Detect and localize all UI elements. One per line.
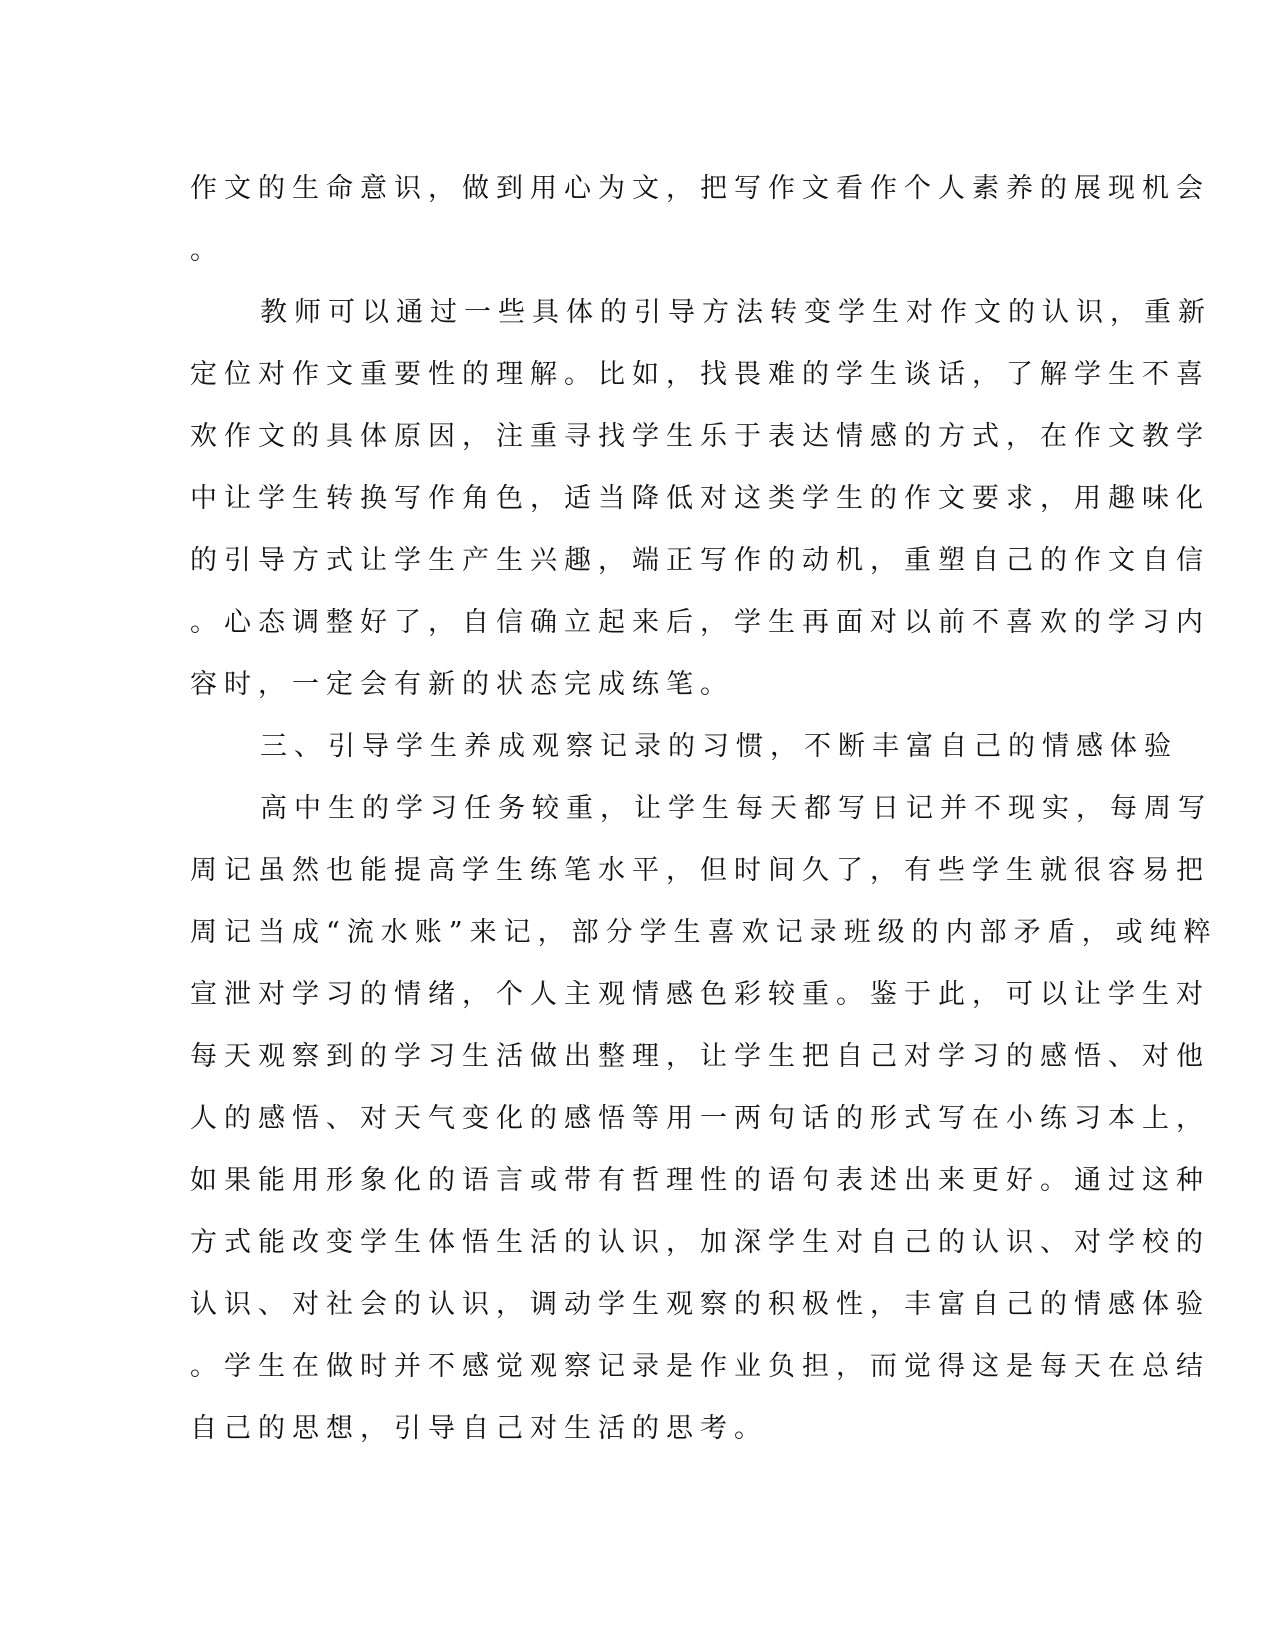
text-line: 周记当成“流水账”来记，部分学生喜欢记录班级的内部矛盾，或纯粹 <box>190 917 1218 948</box>
text-line: 如果能用形象化的语言或带有哲理性的语句表述出来更好。通过这种 <box>190 1165 1210 1196</box>
text-line: 作文的生命意识，做到用心为文，把写作文看作个人素养的展现机会 <box>190 173 1210 204</box>
text-line: 教师可以通过一些具体的引导方法转变学生对作文的认识，重新 <box>260 297 1212 328</box>
text-line: 周记虽然也能提高学生练笔水平，但时间久了，有些学生就很容易把 <box>190 855 1210 886</box>
text-line: 中让学生转换写作角色，适当降低对这类学生的作文要求，用趣味化 <box>190 483 1210 514</box>
text-line: 定位对作文重要性的理解。比如，找畏难的学生谈话，了解学生不喜 <box>190 359 1210 390</box>
section-heading <box>190 716 1178 778</box>
text-line: 。心态调整好了，自信确立起来后，学生再面对以前不喜欢的学习内 <box>190 607 1210 638</box>
text-line: 认识、对社会的认识，调动学生观察的积极性，丰富自己的情感体验 <box>190 1289 1210 1320</box>
text-line: 每天观察到的学习生活做出整理，让学生把自己对学习的感悟、对他 <box>190 1041 1210 1072</box>
paragraph-3 <box>190 778 1218 1460</box>
paragraph-1 <box>190 158 1210 282</box>
text-line: 宣泄对学习的情绪，个人主观情感色彩较重。鉴于此，可以让学生对 <box>190 979 1210 1010</box>
text-line: 的引导方式让学生产生兴趣，端正写作的动机，重塑自己的作文自信 <box>190 545 1210 576</box>
heading-line: 三、引导学生养成观察记录的习惯，不断丰富自己的情感体验 <box>260 731 1178 762</box>
text-line: 欢作文的具体原因，注重寻找学生乐于表达情感的方式，在作文教学 <box>190 421 1210 452</box>
text-line: 方式能改变学生体悟生活的认识，加深学生对自己的认识、对学校的 <box>190 1227 1210 1258</box>
document-body <box>190 158 1218 1460</box>
paragraph-2 <box>190 282 1212 716</box>
text-line: 。 <box>190 235 224 266</box>
text-line: 。学生在做时并不感觉观察记录是作业负担，而觉得这是每天在总结 <box>190 1351 1210 1382</box>
text-line: 自己的思想，引导自己对生活的思考。 <box>190 1413 768 1444</box>
text-line: 高中生的学习任务较重，让学生每天都写日记并不现实，每周写 <box>260 793 1212 824</box>
text-line: 人的感悟、对天气变化的感悟等用一两句话的形式写在小练习本上， <box>190 1103 1210 1134</box>
text-line: 容时，一定会有新的状态完成练笔。 <box>190 669 734 700</box>
